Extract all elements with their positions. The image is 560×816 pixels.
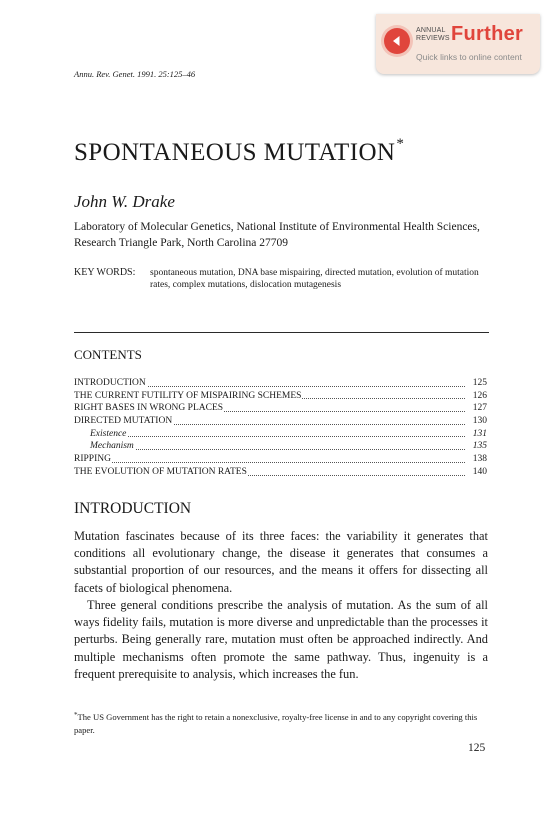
body-paragraph: Mutation fascinates because of its three faces: the variability it generates that conditions all evolutionary change, the disease it generates that consumes a substantial proportion of our resources, and the means it offers for dissecting all facets of biological phenomena. (74, 529, 488, 595)
footnote-mark: * (74, 711, 78, 719)
page-number: 125 (468, 742, 486, 754)
table-of-contents (74, 377, 487, 479)
contents-heading: CONTENTS (74, 347, 142, 362)
speaker-icon (384, 28, 410, 54)
toc-entry-directed-mutation[interactable]: DIRECTED MUTATION 130 (74, 416, 487, 427)
toc-entry-ripping[interactable]: RIPPING 138 (74, 454, 487, 465)
toc-entry-mechanism[interactable]: Mechanism 135 (90, 441, 487, 452)
key-words-label: KEY WORDS: (74, 267, 136, 278)
body-paragraph: Three general conditions prescribe the analysis of mutation. As the sum of all ways fidelity fails, mutation is more diverse and unpredictable than the processes it perturbs. Being generally rare, mutation must often be approached indirectly. And multiple mechanisms often promote the same pathway. Thus, ingenuity is a frequent prerequisite to analysis, which increases the fun. (74, 598, 488, 681)
footnote: *The US Government has the right to retain a nonexclusive, royalty-free license in and to any copyright covering this paper. (74, 711, 478, 735)
further-logo-word: Further (451, 23, 524, 45)
annual-reviews-logo-text: ANNUAL REVIEWS (416, 27, 450, 42)
author-affiliation: Laboratory of Molecular Genetics, National Institute of Environmental Health Sciences, Research Triangle Park, North Carolina 27709 (74, 221, 480, 249)
author-name: John W. Drake (74, 192, 175, 211)
toc-entry-right-bases[interactable]: RIGHT BASES IN WRONG PLACES 127 (74, 403, 487, 414)
toc-entry-evolution-of-rates[interactable]: THE EVOLUTION OF MUTATION RATES 140 (74, 466, 487, 477)
toc-entry-mispairing-schemes[interactable]: THE CURRENT FUTILITY OF MISPAIRING SCHEMES 126 (74, 390, 487, 401)
section-heading-introduction: INTRODUCTION (74, 500, 192, 517)
further-badge[interactable] (376, 14, 540, 74)
toc-entry-existence[interactable]: Existence 131 (90, 428, 487, 439)
journal-citation: Annu. Rev. Genet. 1991. 25:125–46 (74, 69, 196, 79)
title-footnote-mark: * (396, 136, 405, 152)
article-title: SPONTANEOUS MUTATION* (74, 136, 405, 166)
further-subtitle[interactable]: Quick links to online content (416, 52, 522, 62)
key-words-text: spontaneous mutation, DNA base mispairing, directed mutation, evolution of mutation rates, complex mutations, dislocation mutagenesis (150, 268, 479, 290)
divider-rule (74, 332, 489, 333)
toc-entry-introduction[interactable]: INTRODUCTION 125 (74, 378, 487, 388)
